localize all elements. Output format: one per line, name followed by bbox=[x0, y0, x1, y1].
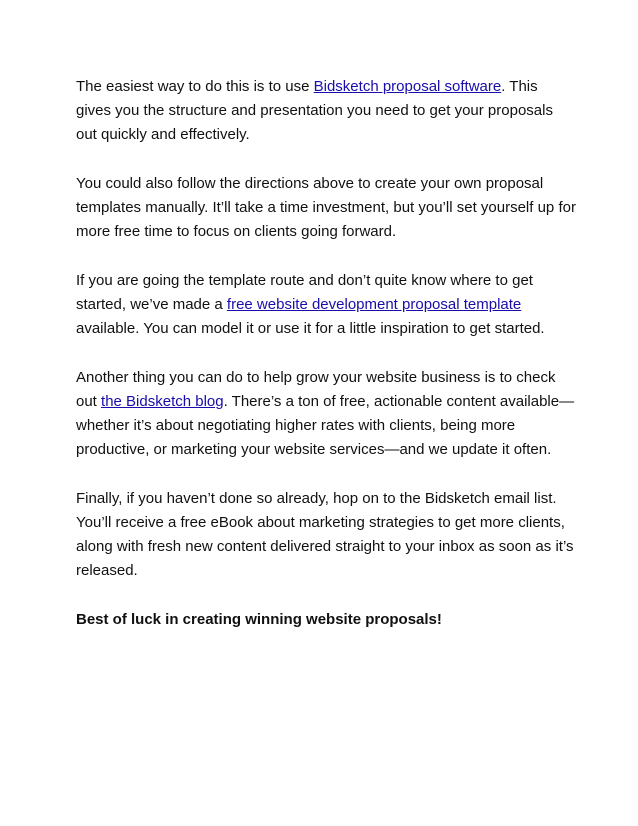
closing-line bbox=[76, 608, 576, 632]
paragraph-text: Another thing you can do to help grow your website business is to check out bbox=[76, 368, 556, 410]
paragraph-text: . This gives you the structure and presentation you need to get your proposals out quickly and effectively. bbox=[76, 78, 553, 144]
document-body bbox=[76, 75, 576, 656]
bidsketch-blog-link[interactable]: the Bidsketch blog bbox=[101, 392, 224, 410]
closing-text: Best of luck in creating winning website proposals! bbox=[76, 610, 442, 628]
paragraph-software bbox=[76, 75, 576, 148]
paragraph-text: The easiest way to do this is to use bbox=[76, 78, 314, 95]
paragraph-text: If you are going the template route and don’t quite know where to get started, we’ve made a bbox=[76, 271, 533, 314]
paragraph-text: You could also follow the directions above to create your own proposal templates manually. It’ll take a time investment, but you’ll set yourself up for more free time to focus on clients going forward. bbox=[76, 174, 576, 241]
paragraph-manual-templates bbox=[76, 172, 576, 245]
paragraph-template-route bbox=[76, 269, 576, 342]
paragraph-blog bbox=[76, 366, 576, 463]
proposal-template-link[interactable]: free website development proposal template bbox=[226, 296, 522, 314]
paragraph-text: available. You can model it or use it for a little inspiration to get started. bbox=[76, 320, 545, 338]
bidsketch-software-link[interactable]: Bidsketch proposal software bbox=[313, 78, 502, 95]
paragraph-text: . There’s a ton of free, actionable content available—whether it’s about negotiating higher rates with clients, being more productive, or marketing your website services—and we update it often. bbox=[76, 392, 575, 459]
paragraph-text: Finally, if you haven’t done so already, hop on to the Bidsketch email list. You’ll receive a free eBook about marketing strategies to get more clients, along with fresh new content delivered straight to your inbox as soon as it’s released. bbox=[76, 489, 574, 580]
paragraph-email-list bbox=[76, 487, 576, 584]
